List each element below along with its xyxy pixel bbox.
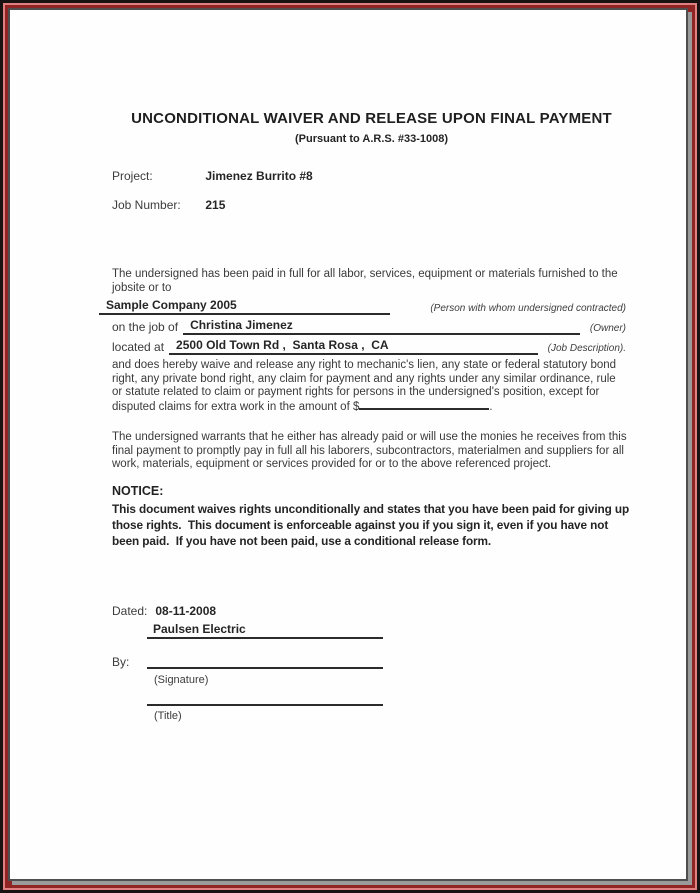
notice-paragraph: This document waives rights unconditionally and states that you have been paid for giving up those rights. This document is enforceable against you if you sign it, even if you have not been paid. If you have not been paid, use a conditional release form. <box>112 501 633 548</box>
contracted-with-field-row <box>99 298 628 315</box>
intro-paragraph: The undersigned has been paid in full for all labor, services, equipment or materials furnished to the jobsite or to <box>112 268 621 294</box>
owner-field-prefix: on the job of <box>112 320 179 334</box>
disputed-amount-blank <box>359 400 489 410</box>
signature-caption: (Signature) <box>154 673 209 686</box>
signature-blank-line <box>147 655 383 669</box>
company-name-line <box>147 622 383 639</box>
form-subtitle: (Pursuant to A.R.S. #33-1008) <box>294 133 449 145</box>
waiver-text: and does hereby waive and release any right to mechanic's lien, any state or federal statutory bond right, any private bond right, any claim for payment and any rights under any similar ordinance, rule or statute related to claim or payment rights for persons in the undersigned's position, except for disputed claims for extra work in the amount of $ <box>112 359 620 413</box>
job-number-label: Job Number: <box>112 198 181 212</box>
contracted-with-caption: (Person with whom undersigned contracted) <box>430 303 626 314</box>
owner-field-line <box>183 318 580 335</box>
signature-block <box>112 604 631 722</box>
project-label: Project: <box>112 169 153 183</box>
waiver-paragraph <box>112 359 628 414</box>
by-row <box>112 655 631 669</box>
job-description-field-row <box>112 335 628 355</box>
job-description-value: 2500 Old Town Rd , Santa Rosa , CA <box>176 338 389 352</box>
job-number-row <box>112 198 631 212</box>
dated-label: Dated: <box>112 603 148 618</box>
owner-field-row <box>112 315 628 335</box>
warranty-paragraph: The undersigned warrants that he either has already paid or will use the monies he receives from this final payment to promptly pay in full all his laborers, subcontractors, materialmen and suppliers for all work, materials, equipment or services provided for or to the above referenced project. <box>112 431 630 470</box>
owner-caption: (Owner) <box>589 323 626 334</box>
red-frame <box>5 5 695 888</box>
waiver-form-page <box>8 8 688 881</box>
job-description-caption: (Job Description). <box>547 343 626 354</box>
form-content <box>10 10 686 879</box>
form-title: UNCONDITIONAL WAIVER AND RELEASE UPON FINAL PAYMENT <box>131 110 612 127</box>
dated-value: 08-11-2008 <box>155 603 217 618</box>
contracted-with-value: Sample Company 2005 <box>106 298 237 312</box>
salmon-frame <box>3 3 697 890</box>
project-value: Jimenez Burrito #8 <box>205 169 313 183</box>
notice-heading: NOTICE: <box>112 483 164 498</box>
dated-row <box>112 604 631 618</box>
owner-value: Christina Jimenez <box>190 318 293 332</box>
by-label: By: <box>112 654 130 669</box>
waiver-end-period: . <box>489 400 493 413</box>
job-number-value: 215 <box>205 198 226 212</box>
company-name-value: Paulsen Electric <box>153 621 246 636</box>
job-description-field-prefix: located at <box>112 340 165 354</box>
title-caption: (Title) <box>154 709 182 722</box>
title-blank-line <box>147 704 383 706</box>
job-description-field-line <box>169 338 538 355</box>
project-row <box>112 169 631 183</box>
contracted-with-field-line <box>99 298 390 315</box>
